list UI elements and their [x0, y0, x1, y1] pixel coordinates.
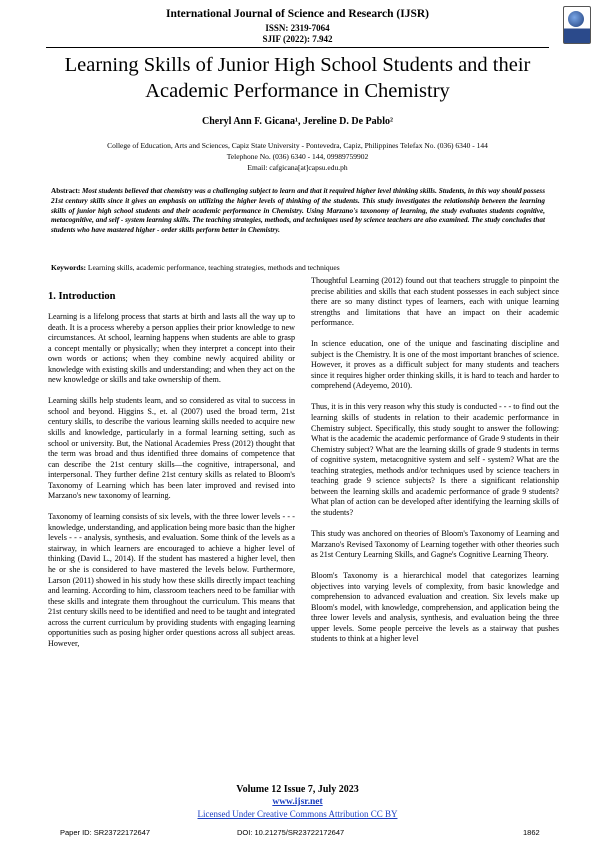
paragraph: Thus, it is in this very reason why this study is conducted - - - to find out the learning skills of students in relation to their academic performance in Chemistry subject. Specifically, this study sought to answer the following: What is the academic the academic performance of Grade 9 students in their Chemistry subject? What are the learning skills of grade 9 students in terms of cognitive system, metacognitive system and self - system? What are the teaching strategies, methods and/or techniques used by science teachers in teaching grade 9 science subjects? Is there a significant relationship between the learning skills and academic performance of grade 9 students? What plan of action can be developed after identifying the learning skills of the students? — [311, 402, 559, 517]
abstract — [51, 187, 545, 236]
left-column — [48, 312, 295, 660]
doi: DOI: 10.21275/SR23722172647 — [237, 828, 345, 837]
page-number: 1862 — [523, 828, 540, 837]
keywords — [51, 263, 545, 272]
paragraph: Bloom's Taxonomy is a hierarchical model that categorizes learning objectives into varying levels of complexity, from basic knowledge and comprehension to advanced evaluation and creation. Six levels make up Bloom's model, with knowledge, comprehension, and application being the three lower levels and analysis, synthesis, and evaluation being the three upper levels. Some people perceive the levels as a stairway that pushes students to think at a higher level — [311, 571, 559, 644]
sjif-score: SJIF (2022): 7.942 — [262, 34, 333, 44]
abstract-label: Abstract: — [51, 187, 81, 195]
paragraph: Learning is a lifelong process that starts at birth and lasts all the way up to death. It is a process whereby a person applies their prior knowledge to new circumstances. At school, learning happens when students are able to grasp a concept mentally or physically; when they interpret a concept into their own words or actions; when they combine newly acquired ability or knowledge with existing skills and understanding; and when they act on the new knowledge or skills and take ownership of them. — [48, 312, 295, 385]
header-divider — [46, 47, 549, 48]
paper-title: Learning Skills of Junior High School Students and their Academic Performance in Chemistry — [64, 54, 531, 102]
journal-logo — [563, 6, 591, 44]
paper-id: Paper ID: SR23722172647 — [60, 828, 151, 837]
journal-logo-mark — [568, 11, 584, 27]
abstract-text: Most students believed that chemistry was a challenging subject to learn and that it required higher level thinking skills. Students, in this way should possess 21st century skills since it gives an emphasis on utilizing the higher levels of thinking of the students. This study investigates the relationship between the learning skills of junior high school students and their academic performance in Chemistry. Using Marzano's taxonomy of learning, the study evaluates students cognitive, metacognitive, and self - system learning skills. The teaching strategies, methods, and techniques used by science teachers are also examined. The study concludes that students who have mastered higher - order skills perform better in Chemistry. — [51, 187, 545, 235]
paragraph: Taxonomy of learning consists of six levels, with the three lower levels - - - knowledge, understanding, and application being more basic than the higher levels - - - analysis, synthesis, and evaluation. Some think of the levels as a stairway, in which learners are encouraged to achieve a higher level of thinking (David L., 2014). If the student has mastered a higher level, then he or she is considered to have mastered the levels below. Furthermore, Larson (2011) showed in his study how these skills directly impact teaching and learning. According to him, classroom teachers need to be familiar with these skills and integrate them throughout the curriculum. This means that 21st century skills need to be identified and need to be taught and integrated across the current curriculum by providing students with engaging learning opportunities such as posing higher order questions across all subject areas. However, — [48, 512, 296, 648]
journal-link[interactable]: www.ijsr.net — [272, 797, 323, 807]
paragraph: Thoughtful Learning (2012) found out that teachers struggle to pinpoint the precise abilities and skills that each student possesses in each subject since there are so many distinct types of learners, each with unique learning strengths and limitations that have an impact on their academic performance. — [311, 276, 559, 328]
right-column — [311, 276, 559, 655]
affiliation-line-2: Telephone No. (036) 6340 - 144, 09989759902 — [226, 152, 369, 161]
license-link[interactable]: Licensed Under Creative Commons Attribution CC BY — [197, 809, 398, 819]
affiliation-line-1: College of Education, Arts and Sciences, Capiz State University - Pontevedra, Capiz, Philippines Telefax No. (036) 6340 - 144 — [107, 141, 488, 150]
paragraph: In science education, one of the unique and fascinating discipline and subject is the Chemistry. It is one of the most important branches of science. However, it proves as a difficult subject for many students and teachers since it requires higher order thinking skills, it is hard to teach and harder to comprehend (Adeyemo, 2010). — [311, 339, 559, 391]
issn: ISSN: 2319-7064 — [265, 23, 330, 33]
volume-issue: Volume 12 Issue 7, July 2023 — [236, 784, 359, 795]
journal-name: International Journal of Science and Research (IJSR) — [165, 8, 429, 20]
keywords-label: Keywords: — [51, 263, 86, 272]
paragraph: This study was anchored on theories of Bloom's Taxonomy of Learning and Marzano's Revised Taxonomy of Learning together with other theories such as 21st Century Learning Skills, and Gagne's Cognitive Learning Theory. — [311, 528, 559, 560]
keywords-text: Learning skills, academic performance, teaching strategies, methods and techniques — [87, 263, 340, 272]
affiliation-email: Email: cafgicana[at]capsu.edu.ph — [247, 163, 348, 172]
section-heading-introduction: 1. Introduction — [48, 291, 116, 302]
authors: Cheryl Ann F. Gicana¹, Jereline D. De Pablo² — [202, 116, 393, 127]
paragraph: Learning skills help students learn, and so considered as vital to success in school and beyond. Higgins S., et. al (2007) used the broad term, 21st century skills, to describe the various learning skills needed to acquire new skills and knowledge, particularly in a formal learning setting, such as school or university. But, the National Academies Press (2012) thought that the term was broad and thus identified three domains of competence that can describe the 21st century skills—the cognitive, intrapersonal, and interpersonal. They further define 21st century skills as related to Bloom's Taxonomy of Learning which has been later improved and revised into Marzano's new taxonomy of learning. — [48, 396, 295, 501]
